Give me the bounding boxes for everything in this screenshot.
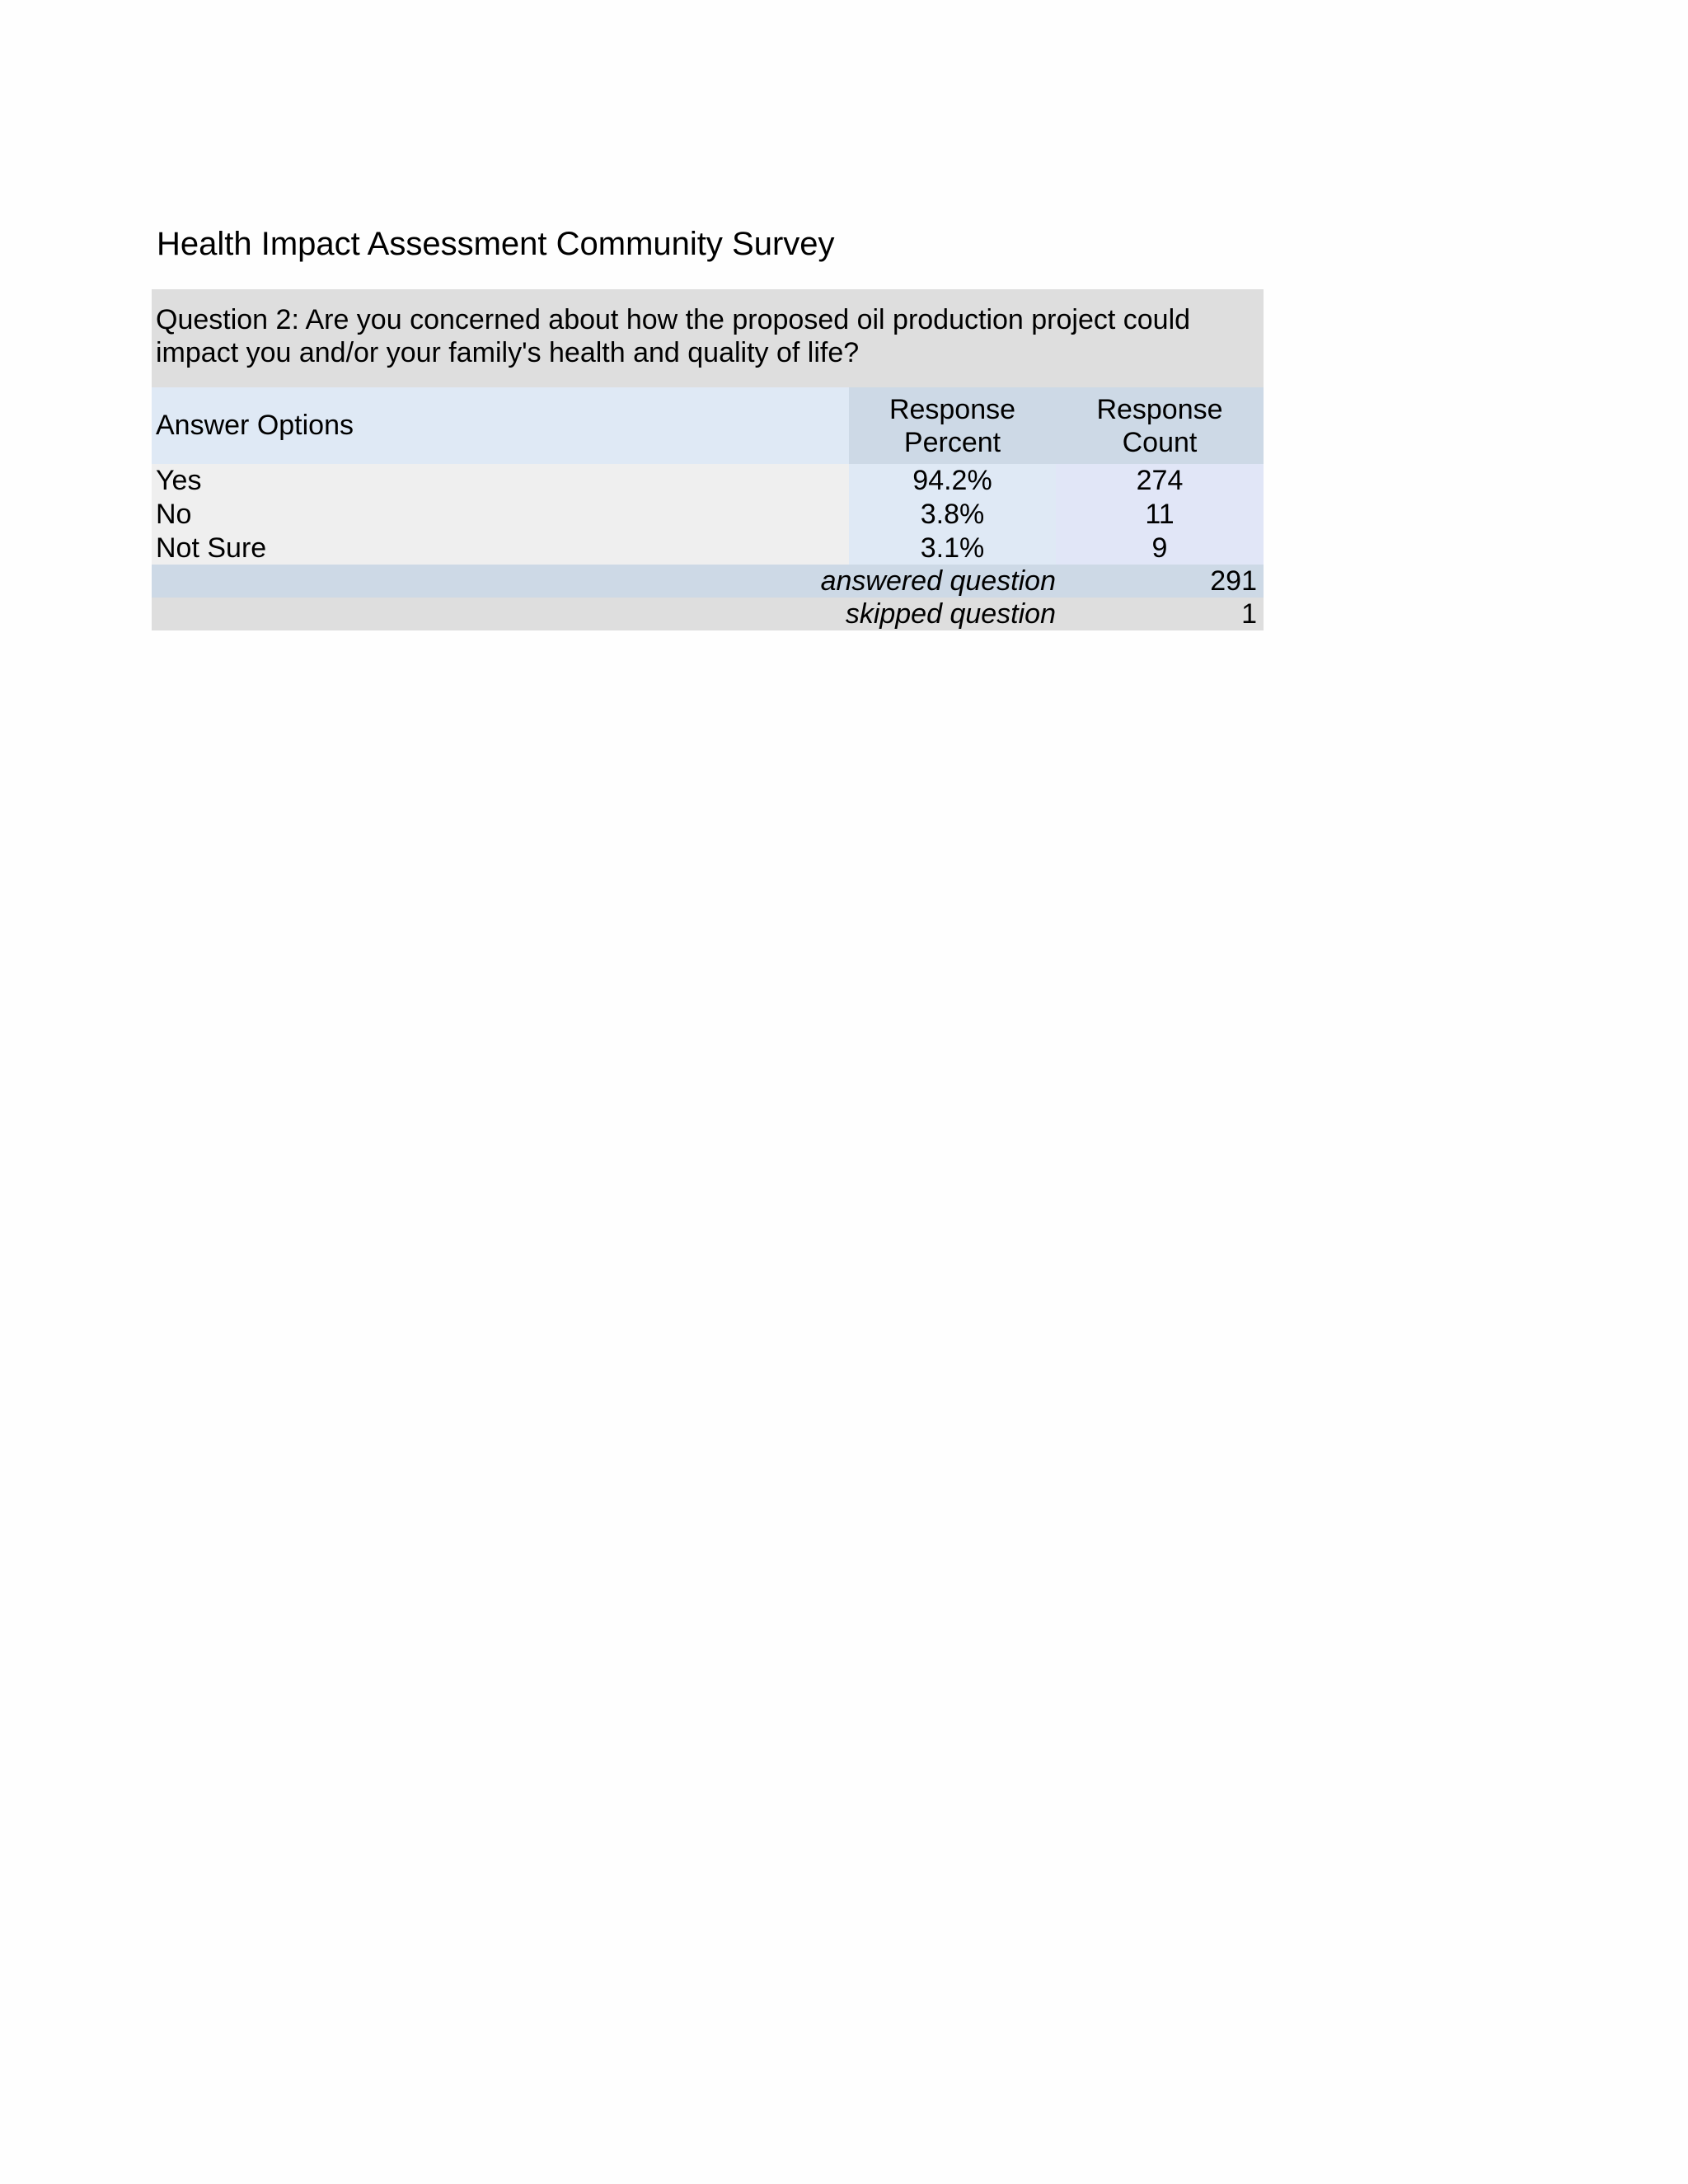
answer-option: Not Sure (152, 531, 849, 565)
answer-percent: 94.2% (849, 464, 1056, 498)
question-text: Question 2: Are you concerned about how the proposed oil production project could impact you and/or your family's health and quality of life? (152, 289, 1264, 387)
answer-count: 9 (1056, 531, 1264, 565)
answer-count: 274 (1056, 464, 1264, 498)
skipped-question-label: skipped question (845, 598, 1056, 630)
header-response-percent: Response Percent (849, 387, 1056, 464)
table-header-row (152, 387, 1264, 464)
survey-results-table (152, 289, 1264, 630)
answered-question-label: answered question (820, 565, 1056, 598)
table-row (152, 464, 1264, 498)
table-row (152, 498, 1264, 532)
answer-count: 11 (1056, 498, 1264, 532)
answered-question-row (152, 565, 1264, 598)
page-title: Health Impact Assessment Community Survey (157, 226, 835, 262)
header-answer-options: Answer Options (152, 387, 849, 464)
answers-list (152, 464, 1264, 565)
skipped-question-row (152, 598, 1264, 630)
answered-question-value: 291 (1210, 565, 1257, 598)
answer-percent: 3.1% (849, 531, 1056, 565)
header-response-count: Response Count (1056, 387, 1264, 464)
answer-percent: 3.8% (849, 498, 1056, 532)
answer-option: Yes (152, 464, 849, 498)
answer-option: No (152, 498, 849, 532)
table-row (152, 531, 1264, 565)
skipped-question-value: 1 (1241, 598, 1257, 630)
